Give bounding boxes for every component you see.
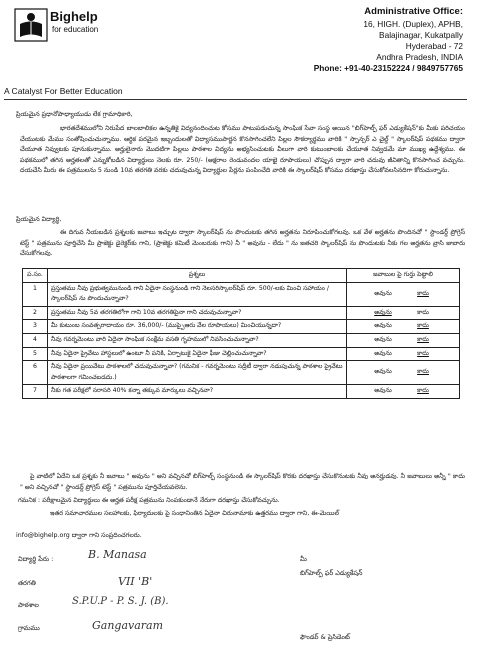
address-line: Hyderabad - 72 — [405, 41, 463, 51]
field-value-class[interactable]: VII 'B' — [118, 575, 153, 588]
col-header-number: ప.సం. — [23, 269, 48, 283]
yes-option[interactable]: అవును — [374, 289, 392, 297]
question-text: నీవు గవర్నమెంటు వారి ఏదైనా సాంఘిక సంక్షేమ వసతి గృహములో నివసించుచున్నావా? — [48, 333, 347, 347]
question-text: నీవు ఏదైనా ప్రైవేటు హాస్టలులో ఉంటూ నీ పనికి, ఏర్పాటుకై ఏదైనా ఫీజు చెల్లించుచున్నావా? — [48, 347, 347, 361]
signoff-you: మీ — [300, 555, 307, 563]
yes-option[interactable]: అవును — [374, 349, 392, 357]
field-label-school: పాఠశాల — [18, 601, 39, 609]
signoff-org: బిగ్‌హెల్ప్ ఫర్ ఎడ్యుకేషన్ — [300, 569, 363, 577]
no-option[interactable]: కాదు — [417, 308, 429, 316]
no-option[interactable]: కాదు — [417, 349, 429, 357]
yes-option[interactable]: అవును — [374, 308, 392, 316]
answer-cell[interactable] — [347, 333, 460, 347]
table-row — [23, 333, 460, 347]
eligibility-table — [22, 268, 460, 399]
row-number: 2 — [23, 306, 48, 320]
field-value-school[interactable]: S.P.U.P - P. S. J. (B). — [72, 596, 169, 607]
signoff-role: ఫౌండర్ & ప్రెసిడెంట్ — [300, 633, 350, 641]
yes-option[interactable]: అవును — [374, 322, 392, 330]
greeting-headmaster: ప్రియమైన ప్రధానోపాధ్యాయుడు లేక గ్రామాధికారి, — [16, 111, 133, 118]
instructions-paragraph: ఈ దిగువ నీయబడిన ప్రశ్నలకు జవాబు ఇచ్చుట ద్వారా స్కాలర్‌షిప్ ను పొందుటకు తగిన అర్హతను నిరూపించుకోగలవు. ఒక వేళ అర్హతను పొందినచో " స్టాండర్డ్ ప్రోగ్రెస్ టెస్ట్ " పత్రమును పూర్తిచేసి మీ ప్రాజెక్టు డైరెక్టర్‌కు గాని, (ప్రాజెక్టు కమిటీ మెంబరుకు గాని) నీ " అవును - లేదు " ను జతచరి స్కాలర్‌షిప్ ను పొందుటకు నీకు గల అర్హతను వ్రాసి జుబారు చేసుకోగలవు. — [20, 229, 465, 258]
tagline: A Catalyst For Better Education — [4, 86, 123, 96]
address-line: 16, HIGH. (Duplex), APHB, — [363, 19, 463, 29]
intro-paragraph: భారతదేశములోని నిరుపేద బాలబాలికల ఉన్నతికై విద్యనందించుట కోసము పాటుపడుచున్న సాంఘిక సేవా సంస్థ అయిన "బిగ్‌హెల్ప్ ఫర్ ఎడ్యుకేషన్"కు మీకు పరిచయం చేయుటకు మేము సంతోషించుచున్నాము. ఆర్థిక పరమైన ఇబ్బందులతో విద్యాసముపార్జన కొనసాగించలేని పిల్లల సౌకర్యార్థము వారికి " స్పాన్సర్ ఎ చైల్డ్ " స్కాలర్‌షిప్ పథకము ద్వారా చేయూత నివ్వుటకు పూనుకున్నాము. అర్హులైనారు మొదటిగా పిల్లలు పాఠశాల విద్యను అభ్యసించుటకు వీలుగా వారి కుటుంబాలకు చేయూత నివ్వడమే మా ముఖ్య ఉద్దేశ్యము. ఈ పథకములో తగిన అర్హతలతో ఎన్నుకోబడిన విద్యార్థులు నెలకు రూ. 250/- (అక్షరాల రెండువందల యాభై రూపాయలు) చొప్పున ద్వారా వారి చదువు జీవితాన్ని కొనసాగించ వచ్చును. దయచేసి మీరు ఈ పత్రములను 5 నుండి 10వ తరగతి వరకు చదువుచున్న విద్యార్థుల పేర్లను పంపించేది వారికి ఈ స్కాలర్‌షిప్ కోసము దరఖాస్తు చేసుకోవలసినదిగా కోరుచున్నాను. — [20, 125, 465, 175]
table-row — [23, 385, 460, 399]
answer-cell[interactable] — [347, 320, 460, 334]
field-value-village[interactable]: Gangavaram — [92, 619, 164, 632]
table-row — [23, 320, 460, 334]
table-row — [23, 347, 460, 361]
office-title: Administrative Office: — [364, 6, 463, 17]
bighelp-logo-icon — [14, 8, 48, 42]
no-option[interactable]: కాదు — [417, 387, 429, 395]
col-header-questions: ప్రశ్నలు — [48, 269, 347, 283]
row-number: 5 — [23, 347, 48, 361]
field-label-village: గ్రామము — [18, 624, 40, 632]
table-header-row — [23, 269, 460, 283]
contact-note: ఇతర సమాచారముల సలహాలకు, ఫిర్యాదులకు పై సంధానింతిన ఏదైనా చిరునామాకు ఉత్తరము ద్వారా గాని, ఈ-మెయిల్ — [50, 510, 339, 517]
header-divider — [4, 99, 467, 100]
answer-cell[interactable] — [347, 282, 460, 306]
question-text: మీ కుటుంబ సంవత్సరాదాయం రూ. 36,000/- (ముప్పైఆరు వేల రూపాయలు) మించియున్నదా? — [48, 320, 347, 334]
notice-text: పరీక్షాలమైన విద్యార్థులు ఈ అర్హత పరీక్ష పత్రమును నింపకుండానే నేరుగా దరఖాస్తు చేసుకోవచ్చును. — [42, 497, 280, 504]
no-option[interactable]: కాదు — [417, 289, 429, 297]
row-number: 6 — [23, 361, 48, 385]
yes-option[interactable]: అవును — [374, 368, 392, 376]
brand-sub: for education — [52, 25, 99, 34]
question-text: ప్రస్తుతము నీవు ప్రభుత్వమునుండి గాని ఏదైనా సంస్థనుండి గాని నెలసరిస్కాలర్‌షిప్ రూ. 500/-లకు మించి సహాయం / స్కాలర్‌షిప్ ను పొందుచున్నావా? — [48, 282, 347, 306]
office-block — [293, 6, 463, 74]
yes-option[interactable]: అవును — [374, 387, 392, 395]
answer-cell[interactable] — [347, 347, 460, 361]
question-text: నీకు గత పరీక్షలో సరాసరి 40% కన్నా తక్కువ మార్కులు వచ్చినవా? — [48, 385, 347, 399]
greeting-student: ప్రియమైన విద్యార్థి, — [16, 216, 62, 223]
row-number: 1 — [23, 282, 48, 306]
table-row — [23, 282, 460, 306]
field-label-class: తరగతి — [18, 579, 36, 587]
field-value-name[interactable]: B. Manasa — [88, 548, 147, 561]
table-row — [23, 306, 460, 320]
question-text: నీవు ఏదైనా ప్రయివేటు పాఠశాలలో చదువుచున్నావా? (గమనిక - గవర్నమెంటు సద్రీటీ ద్వారా నడుపుచున్న పాఠశాల ప్రైవేటు పాఠశాలగా గమించబడదు.) — [48, 361, 347, 385]
answer-cell[interactable] — [347, 385, 460, 399]
brand-name: Bighelp — [50, 9, 98, 24]
phone: Phone: +91-40-23152224 / 9849757765 — [313, 63, 463, 73]
yes-option[interactable]: అవును — [374, 335, 392, 343]
table-row — [23, 361, 460, 385]
email-line: info@bighelp.org ద్వారా గాని సంప్రదించగలరు. — [16, 532, 142, 539]
question-text: ప్రస్తుతము నీవు 5వ తరగతిలోగా గాని 10వ తరగతిపైనా గాని చదువుచున్నావా? — [48, 306, 347, 320]
notice-label: గమనిక : — [18, 497, 41, 504]
no-option[interactable]: కాదు — [417, 335, 429, 343]
row-number: 3 — [23, 320, 48, 334]
no-option[interactable]: కాదు — [417, 368, 429, 376]
row-number: 4 — [23, 333, 48, 347]
row-number: 7 — [23, 385, 48, 399]
field-label-name: విద్యార్థి పేరు : — [18, 555, 54, 563]
address-line: Balajinagar, Kukatpally — [379, 30, 463, 40]
no-option[interactable]: కాదు — [417, 322, 429, 330]
address-line: Andhra Pradesh, INDIA — [376, 52, 463, 62]
notice — [18, 496, 280, 507]
col-header-answers: జవాబుల పై గుర్తు పెట్టాలి — [347, 269, 460, 283]
answer-cell[interactable] — [347, 306, 460, 320]
answer-cell[interactable] — [347, 361, 460, 385]
disqualification-note: పై వాటిలో ఏదేని ఒక ప్రశ్నకు నీ జవాబు " అవును " అని వచ్చినచో బిగ్‌హెల్ప్ సంస్థనుండి ఈ స్కాలర్‌షిప్ కొరకు దరఖాస్తు చేసుకొనుటకు నీవు అనర్హుడవు. నీ జవాబులు అన్నీ " కాదు " అని వచ్చినచో " స్టాండర్డ్ ప్రోగ్రెస్ టెస్ట్ " పత్రమును పూర్తిచేయవలెను. — [20, 473, 465, 491]
